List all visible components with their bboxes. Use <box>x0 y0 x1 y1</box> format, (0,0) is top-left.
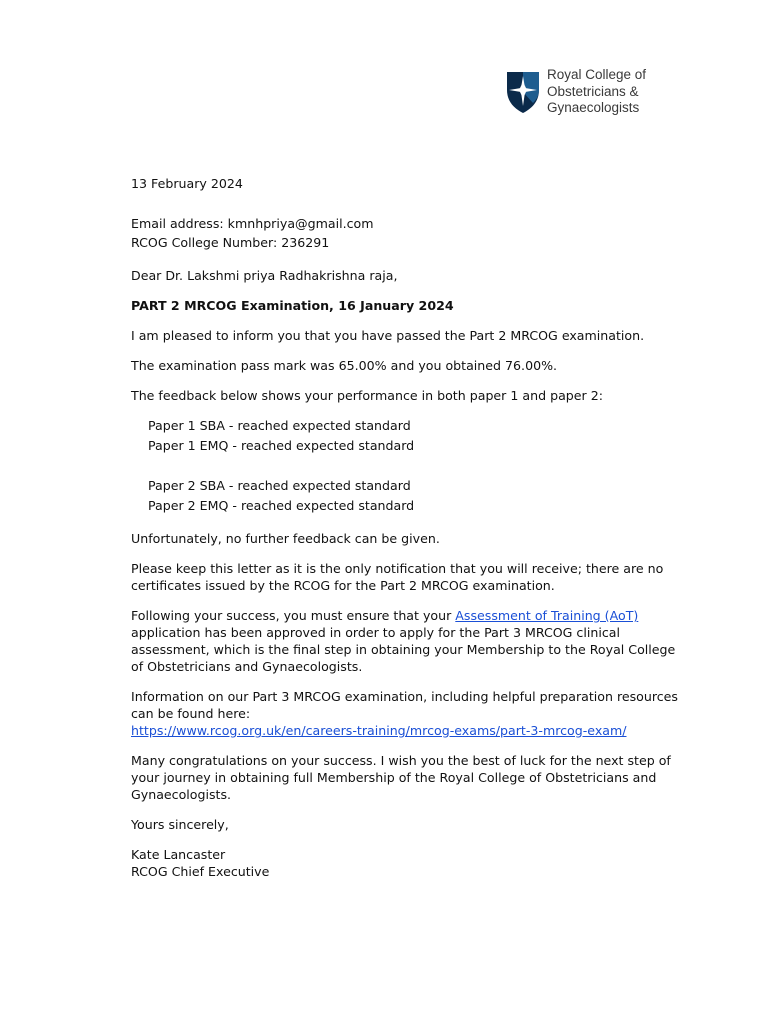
letter-body <box>131 175 678 880</box>
rcog-logo <box>505 67 650 119</box>
letter-subject: PART 2 MRCOG Examination, 16 January 2024 <box>131 298 454 313</box>
following-line-1 <box>131 607 651 624</box>
following-line-2: application has been approved in order to apply for the Part 3 MRCOG clinical <box>131 625 620 640</box>
part-3-exam-url-link[interactable]: https://www.rcog.org.uk/en/careers-training/mrcog-exams/part-3-mrcog-exam/ <box>131 723 627 738</box>
following-line-3: assessment, which is the final step in obtaining your Membership to the Royal College <box>131 642 676 657</box>
info-line-1: Information on our Part 3 MRCOG examination, including helpful preparation resources <box>131 689 678 704</box>
paper-1-emq: Paper 1 EMQ - reached expected standard <box>148 438 415 453</box>
congrats-line-2: your journey in obtaining full Membership of the Royal College of Obstetricians and <box>131 770 657 785</box>
logo-line-3: Gynaecologists <box>547 100 640 115</box>
following-prefix: Following your success, you must ensure that your <box>131 608 456 623</box>
info-line-2: can be found here: <box>131 706 251 721</box>
signer-title: RCOG Chief Executive <box>131 864 270 879</box>
salutation: Dear Dr. Lakshmi priya Radhakrishna raja, <box>131 268 398 283</box>
rcog-logo-text <box>547 67 646 117</box>
paper-2-emq: Paper 2 EMQ - reached expected standard <box>148 498 415 513</box>
congrats-line-3: Gynaecologists. <box>131 787 232 802</box>
aot-link[interactable]: Assessment of Training (AoT) <box>455 608 639 623</box>
pass-statement: I am pleased to inform you that you have passed the Part 2 MRCOG examination. <box>131 328 645 343</box>
following-success-paragraph <box>131 607 676 675</box>
congratulations-paragraph <box>131 752 671 803</box>
logo-line-2: Obstetricians & <box>547 83 639 99</box>
pass-mark-statement: The examination pass mark was 65.00% and you obtained 76.00%. <box>131 358 558 373</box>
signer-name: Kate Lancaster <box>131 847 226 862</box>
logo-line-1: Royal College of <box>547 67 647 82</box>
congrats-line-1: Many congratulations on your success. I wish you the best of luck for the next step of <box>131 753 671 768</box>
keep-letter-line-1: Please keep this letter as it is the only notification that you will receive; there are no <box>131 561 664 576</box>
no-further-feedback: Unfortunately, no further feedback can be given. <box>131 531 440 546</box>
paper-1-feedback <box>131 417 651 454</box>
part-3-info-paragraph <box>131 688 678 739</box>
closing: Yours sincerely, <box>131 817 229 832</box>
feedback-intro: The feedback below shows your performance in both paper 1 and paper 2: <box>131 388 603 403</box>
paper-2-feedback <box>131 477 651 514</box>
email-address-line: Email address: kmnhpriya@gmail.com <box>131 216 374 231</box>
keep-letter-line-2: certificates issued by the RCOG for the Part 2 MRCOG examination. <box>131 578 555 593</box>
following-line-4: of Obstetricians and Gynaecologists. <box>131 659 363 674</box>
paper-1-sba: Paper 1 SBA - reached expected standard <box>148 418 411 433</box>
keep-letter-paragraph <box>131 560 664 594</box>
rcog-shield-star-icon <box>505 70 541 114</box>
college-number-line: RCOG College Number: 236291 <box>131 235 330 250</box>
paper-2-sba: Paper 2 SBA - reached expected standard <box>148 478 411 493</box>
letter-date: 13 February 2024 <box>131 176 243 191</box>
